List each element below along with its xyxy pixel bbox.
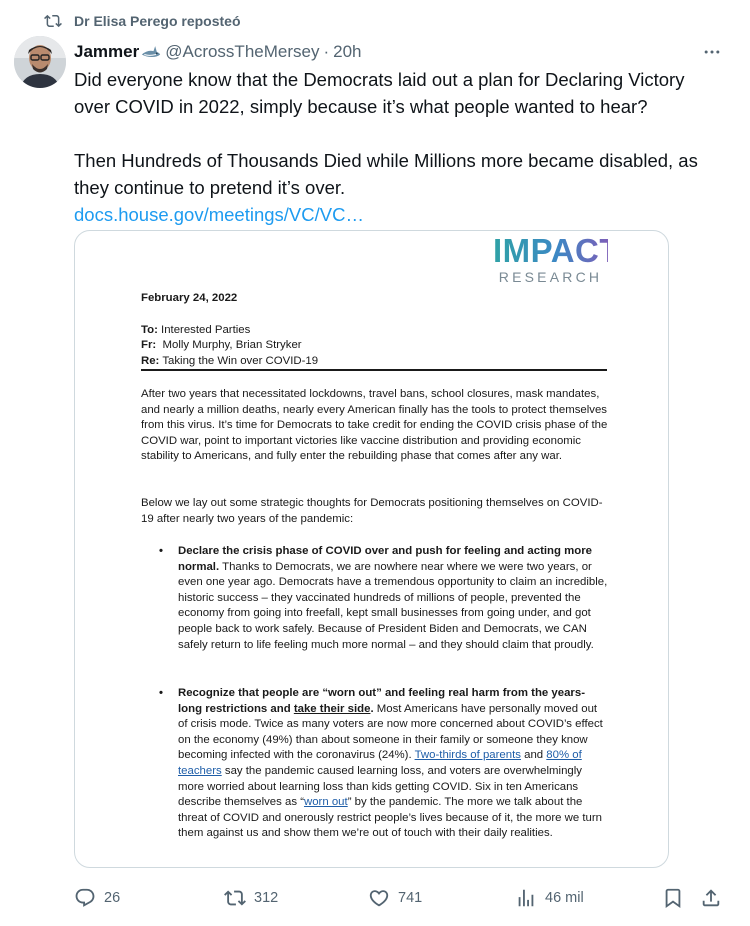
bookmark-icon [662,887,684,909]
tweet-text [74,66,724,228]
memo-to-label: To: [141,324,158,336]
bullet-1-body: Thanks to Democrats, we are nowhere near where we were two years, or even one year ago. Democrats have a tremendous opportunity to claim an incredible, historic success – they vaccinated hundreds of millions of people, prevented the economy from going into freefall, kept small businesses from going under, and got people back to work safely. Because of President Biden and Democrats, we CAN safely return to life feeling much more normal – and they should claim that proudly. [178,560,608,651]
memo-re-value: Taking the Win over COVID-19 [162,354,319,367]
tweet-actions [74,884,728,912]
repost-label: Dr Elisa Perego reposteó [74,13,241,29]
meta-separator: · [323,42,330,61]
repost-header[interactable] [44,12,241,30]
doc-link-two-thirds-parents: Two-thirds of parents [414,749,521,762]
document-date: February 24, 2022 [141,292,238,304]
more-icon [702,42,722,62]
logo-sub-text: RESEARCH [498,269,603,285]
tweet-paragraph-1: Did everyone know that the Democrats laid out a plan for Declaring Victory over COVID in 2022, simply because it’s what people wanted to hear? [74,69,685,117]
bullet-2-heading: Recognize that people are “worn out” and feeling real harm from the years-long restrictions and take their side. [178,687,585,715]
bullet-1-heading: Declare the crisis phase of COVID over and push for feeling and acting more normal. [178,545,592,573]
memo-re-label: Re: [141,354,160,367]
tweet-paragraph-2: Then Hundreds of Thousands Died while Millions more became disabled, as they continue to pretend it’s over. [74,150,698,198]
repost-icon [224,887,246,909]
avatar-image [14,36,66,88]
like-count: 741 [398,890,423,906]
logo-main-text: IMPACT [493,232,621,269]
doc-link-teachers: 80% of teachers [178,749,582,777]
tweet-link[interactable]: docs.house.gov/meetings/VC/VC… [74,204,364,225]
document-paragraph-1: After two years that necessitated lockdowns, travel bans, school closures, mask mandates, and nearly a million deaths, nearly every American finally has the tools to protect themselves from this virus. It’s time for Democrats to take credit for ending the COVID crisis phase of the COVID war, point to important victories like vaccine distribution and providing economic stability to Americans, and fully enter the rebuilding phase that comes after any war. [141,388,608,463]
share-icon [700,887,722,909]
document-bullet-1 [159,544,609,653]
tweet-header [74,40,730,64]
views-icon [515,887,537,909]
tweet-media-image[interactable] [74,230,669,868]
avatar[interactable] [14,36,66,88]
tweet-time[interactable]: 20h [333,42,362,61]
bullet-2-body: Most Americans have personally moved out of crisis mode. Twice as many voters are now more concerned about COVID’s effect on the economy (49%) than about someone in their family or someone they know becoming infected with the coronavirus (24%). [178,702,603,762]
memo-header [141,323,318,369]
repost-icon [44,12,62,30]
bookmark-button[interactable] [662,887,684,909]
doc-link-worn-out: worn out [303,796,348,809]
reply-icon [74,887,96,909]
share-button[interactable] [700,887,722,909]
reply-count: 26 [104,890,121,906]
repost-button[interactable] [224,887,278,909]
views-count: 46 mil [545,890,584,906]
author-handle[interactable]: @AcrossTheMersey [165,42,320,61]
memo-from-label: Fr: [141,339,157,352]
memo-divider [141,369,607,371]
memo-from-value: Molly Murphy, Brian Stryker [162,339,302,352]
bullet-dot: • [159,545,163,557]
impact-research-logo [493,232,621,285]
shark-emoji-icon [141,44,161,60]
author-name[interactable]: Jammer [74,42,140,61]
document-bullet-2: • Recognize that people are “worn out” and feeling real harm from the years-long restrictions and take their side. Most Americans have personally moved out of crisis mode. Twice as many voters are now more concerned about COVID’s effect on the economy (49%) than about someone in their family or someone they know becoming infected with the coronavirus (24%). Two-thirds of parents and 80% of teachers say the pandemic caused learning loss, and voters are overwhelmingly more worried about learning loss than kids getting COVID. Six in ten Americans describe themselves as “worn out” by the pandemic. The more we talk about the threat of COVID and onerously restrict people’s lives because of it, the more we turn them against us and show them we’re out of touch with their daily realities. [159,687,603,840]
reply-button[interactable] [74,887,120,909]
document-paragraph-2: Below we lay out some strategic thoughts for Democrats positioning themselves on COVID-19 after nearly two years of the pandemic: [141,497,603,525]
views-button[interactable] [515,887,584,909]
like-button[interactable] [368,887,422,909]
bullet-dot: • [159,687,163,699]
more-options-button[interactable] [698,38,726,66]
heart-icon [368,887,390,909]
memo-to-value: Interested Parties [161,324,251,336]
repost-count: 312 [254,890,279,906]
